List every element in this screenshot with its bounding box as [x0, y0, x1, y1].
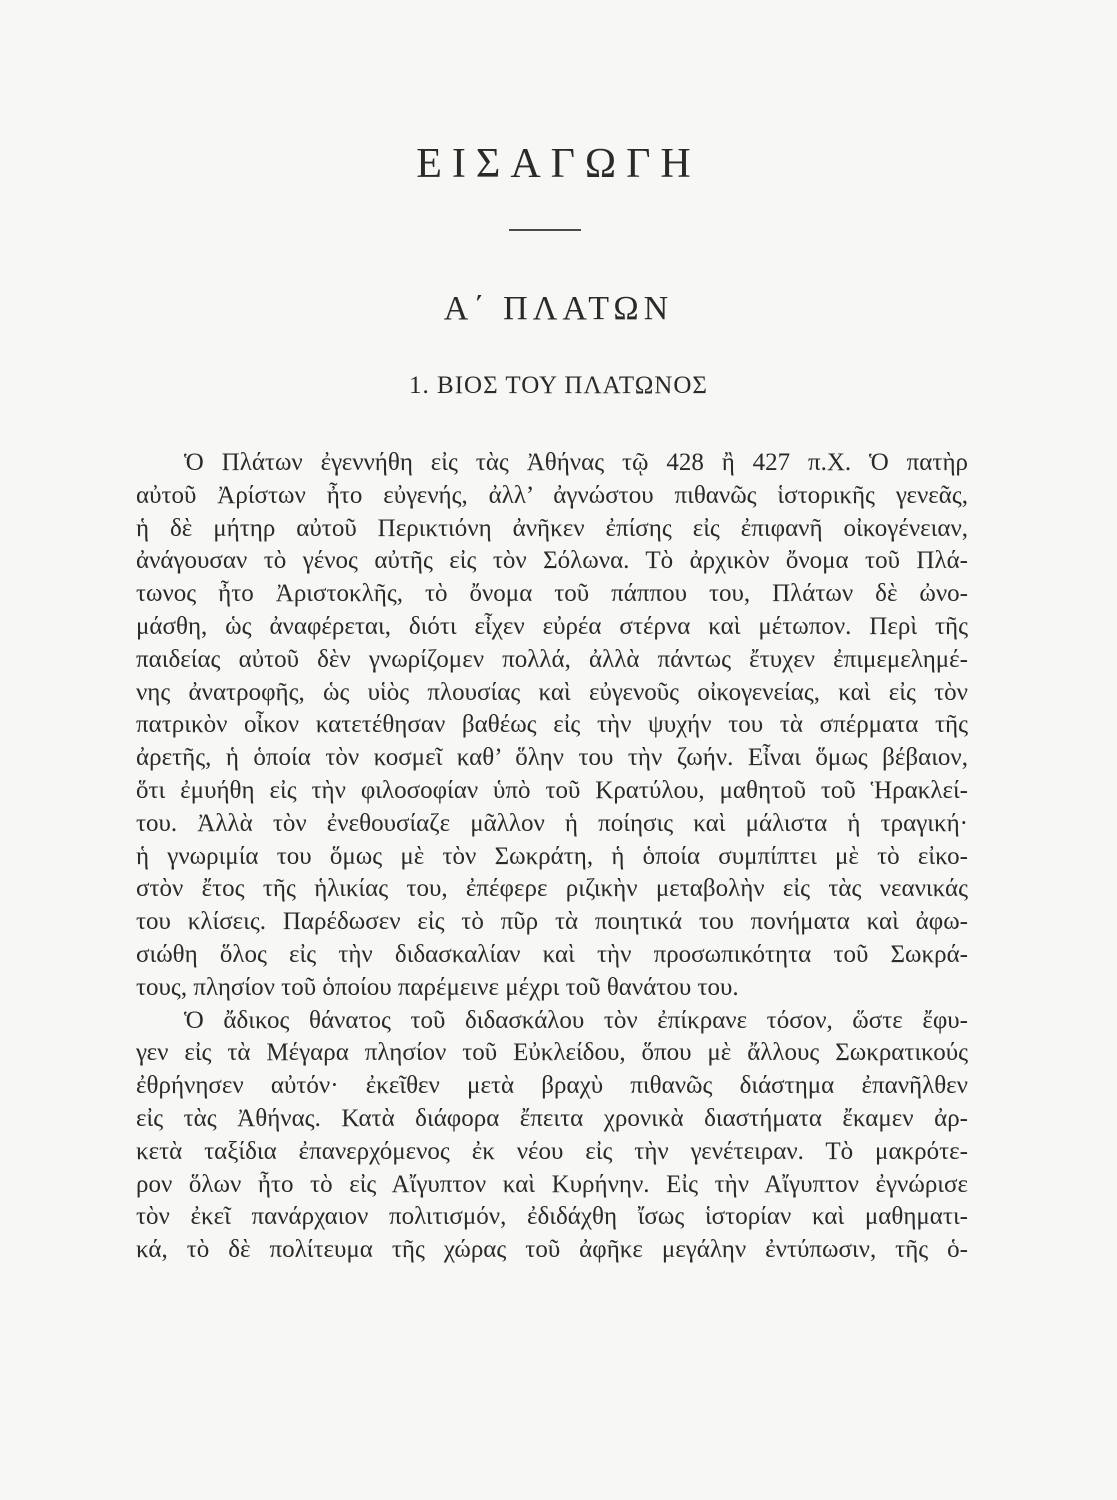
text-line: μάσθη, ὡς ἀναφέρεται, διότι εἶχεν εὐρέα στέρνα καὶ μέτωπον. Περὶ τῆς — [136, 612, 968, 640]
text-line: στὸν ἔτος τῆς ἡλικίας του, ἐπέφερε ριζικὴν μεταβολὴν εἰς τὰς νεανικάς — [136, 875, 968, 903]
text-line: ρον ὅλων ἦτο τὸ εἰς Αἴγυπτον καὶ Κυρήνην. Εἰς τὴν Αἴγυπτον ἐγνώρισε — [136, 1170, 968, 1198]
text-line: παιδείας αὐτοῦ δὲν γνωρίζομεν πολλά, ἀλλὰ πάντως ἔτυχεν ἐπιμεμελημέ- — [136, 645, 968, 673]
text-line: κά, τὸ δὲ πολίτευμα τῆς χώρας τοῦ ἀφῆκε μεγάλην ἐντύπωσιν, τῆς ὁ- — [136, 1236, 968, 1264]
text-line: τὸν ἐκεῖ πανάρχαιον πολιτισμόν, ἐδιδάχθη ἴσως ἱστορίαν καὶ μαθηματι- — [136, 1203, 968, 1231]
text-line: ἐθρήνησεν αὐτόν· ἐκεῖθεν μετὰ βραχὺ πιθανῶς διάστημα ἐπανῆλθεν — [136, 1072, 968, 1100]
text-line: του. Ἀλλὰ τὸν ἐνεθουσίαζε μᾶλλον ἡ ποίησις καὶ μάλιστα ἡ τραγική· — [136, 809, 968, 837]
text-line: κετὰ ταξίδια ἐπανερχόμενος ἐκ νέου εἰς τὴν γενέτειραν. Τὸ μακρότε- — [136, 1137, 968, 1165]
text-line: Ὁ Πλάτων ἐγεννήθη εἰς τὰς Ἀθήνας τῷ 428 ἢ 427 π.Χ. Ὁ πατὴρ — [184, 449, 968, 476]
chapter-title: ΕΙΣΑΓΩΓΗ — [416, 141, 701, 187]
text-line: Ὁ ἄδικος θάνατος τοῦ διδασκάλου τὸν ἐπίκρανε τόσον, ὥστε ἔφυ- — [184, 1006, 968, 1034]
text-line: ἡ δὲ μήτηρ αὐτοῦ Περικτιόνη ἀνῆκεν ἐπίσης εἰς ἐπιφανῆ οἰκογένειαν, — [136, 514, 968, 542]
text-line: νης ἀνατροφῆς, ὡς υἱὸς πλουσίας καὶ εὐγενοῦς οἰκογενείας, καὶ εἰς τὸν — [136, 678, 968, 706]
text-line: ἡ γνωριμία του ὅμως μὲ τὸν Σωκράτη, ἡ ὁποία συμπίπτει μὲ τὸ εἰκο- — [136, 842, 968, 870]
text-line: αὐτοῦ Ἀρίστων ἦτο εὐγενής, ἀλλ’ ἀγνώστου πιθανῶς ἱστορικῆς γενεᾶς, — [136, 481, 968, 509]
section-title: Α΄ ΠΛΑΤΩΝ — [443, 290, 674, 327]
text-line: του κλίσεις. Παρέδωσεν εἰς τὸ πῦρ τὰ ποιητικά του πονήματα καὶ ἀφω- — [136, 908, 968, 936]
text-line: πατρικὸν οἶκον κατετέθησαν βαθέως εἰς τὴν ψυχήν του τὰ σπέρματα τῆς — [136, 711, 968, 739]
text-line: τωνος ἦτο Ἀριστοκλῆς, τὸ ὄνομα τοῦ πάππου του, Πλάτων δὲ ὠνο- — [136, 580, 968, 608]
body-text — [136, 447, 968, 1267]
text-line: γεν εἰς τὰ Μέγαρα πλησίον τοῦ Εὐκλείδου, ὅπου μὲ ἄλλους Σωκρατικούς — [136, 1039, 968, 1067]
text-line: εἰς τὰς Ἀθήνας. Κατὰ διάφορα ἔπειτα χρονικὰ διαστήματα ἔκαμεν ἀρ- — [136, 1104, 968, 1132]
text-line: ἀρετῆς, ἡ ὁποία τὸν κοσμεῖ καθ’ ὅλην του τὴν ζωήν. Εἶναι ὅμως βέβαιον, — [136, 744, 968, 772]
title-divider — [509, 229, 581, 231]
text-line: τους, πλησίον τοῦ ὁποίου παρέμεινε μέχρι τοῦ θανάτου του. — [136, 973, 739, 1001]
text-line: ἀνάγουσαν τὸ γένος αὐτῆς εἰς τὸν Σόλωνα. Τὸ ἀρχικὸν ὄνομα τοῦ Πλά- — [136, 547, 968, 575]
text-line: σιώθη ὅλος εἰς τὴν διδασκαλίαν καὶ τὴν προσωπικότητα τοῦ Σωκρά- — [136, 940, 968, 968]
subsection-title: 1. ΒΙΟΣ ΤΟΥ ΠΛΑΤΩΝΟΣ — [409, 372, 708, 399]
text-line: ὅτι ἐμυήθη εἰς τὴν φιλοσοφίαν ὑπὸ τοῦ Κρατύλου, μαθητοῦ τοῦ Ἡρακλεί- — [136, 776, 968, 804]
